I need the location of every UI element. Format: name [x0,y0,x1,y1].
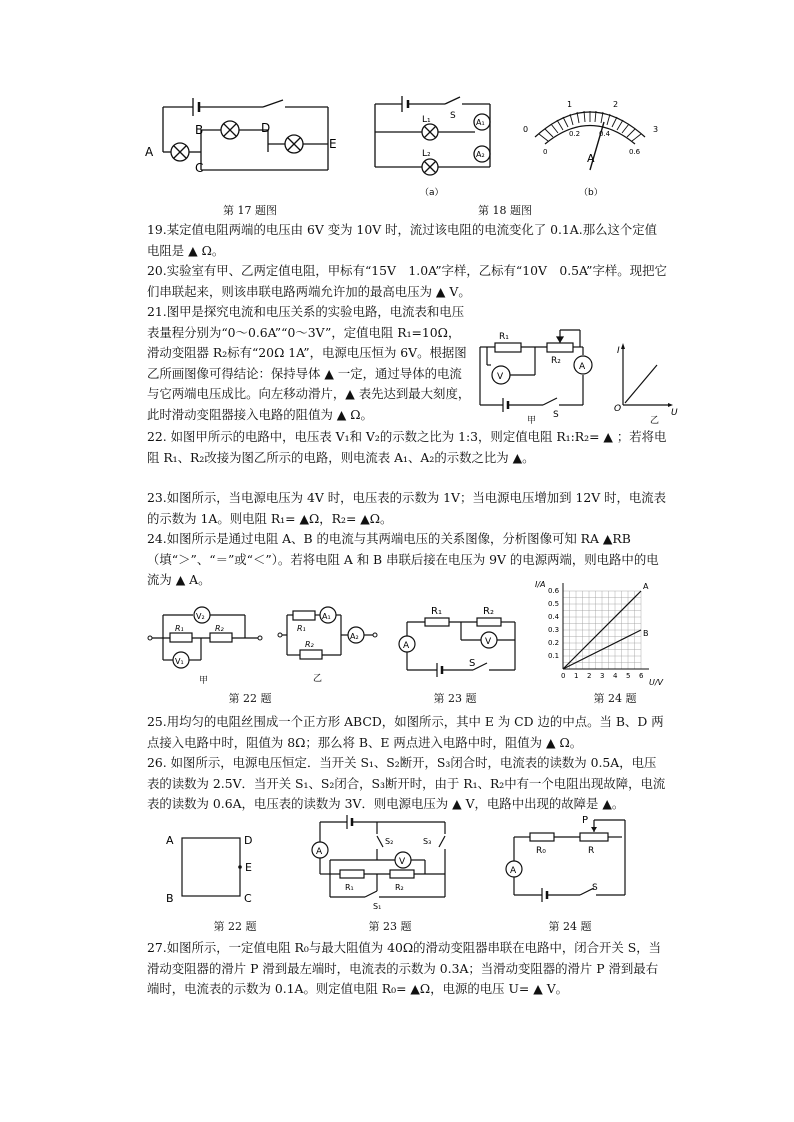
fig17-circuit [143,92,343,182]
fig27-label-s: S [592,883,598,893]
chart-ylabel: I/A [535,580,546,589]
question-27 [147,938,667,1000]
caption-fig18: 第 18 题图 [478,204,532,217]
fig23-label-s: S [469,658,476,669]
chart-xlabel: U/V [649,678,664,687]
caption-fig23a: 第 23 题 [433,692,477,705]
question-22-text: 22. 如图甲所示的电路中，电压表 V₁和 V₂的示数之比为 1:3，则定值电阻 R₁:R₂= ▲ ；若将电阻 R₁、R₂改接为图乙所示的电路，则电流表 A₁、A₂的示数之比为 ▲。 [147,429,667,465]
x-tick-label: 4 [613,672,618,680]
question-21 [147,302,472,425]
fig22-jia-circuit [145,600,270,685]
fig18-label-a1: A₁ [476,118,485,127]
x-tick-label: 0 [561,672,566,680]
fig21-label-v: V [497,372,504,382]
question-26 [147,753,667,815]
fig21-circuit [475,325,678,426]
caption-fig24b: 第 24 题 [548,920,592,933]
fig22-jia-r1: R₁ [175,624,184,633]
chart-tick-labels [548,587,644,680]
fig21-label-a: A [579,362,586,372]
fig17-label-c: C [195,161,204,175]
fig21-label-yi: 乙 [650,416,660,426]
y-tick-label: 0.5 [548,600,560,608]
question-19-text: 19.某定值电阻两端的电压由 6V 变为 10V 时，流过该电阻的电流变化了 0.1A.那么这个定值电阻是 ▲ Ω。 [147,222,658,258]
fig21-label-r2: R₂ [551,356,561,366]
fig22-jia-r2: R₂ [215,624,224,633]
fig23-label-a: A [403,641,410,651]
x-tick-label: 6 [639,672,644,680]
caption-fig22b: 第 22 题 [213,920,257,933]
fig27-label-r0: R₀ [536,846,546,856]
x-tick-label: 3 [600,672,605,680]
fig23-label-r2: R₂ [483,606,494,617]
fig27-label-p: P [582,815,589,826]
question-27-text: 27.如图所示，一定值电阻 R₀与最大阻值为 40Ω的滑动变阻器串联在电路中，闭合开关 S，当滑动变阻器的滑片 P 滑到最左端时，电流表的示数为 0.3A；当滑动变阻器的滑片 P 滑到最右端时，电流表的示数为 0.1A。则定值电阻 R₀= ▲Ω，电源的电压 U= ▲ V。 [147,940,662,996]
fig18b-top-3: 3 [653,125,659,134]
fig18b-bot-0: 0 [543,148,548,156]
fig18-label-b: （b） [579,188,603,198]
question-21-text: 21.图甲是探究电流和电压关系的实验电路，电流表和电压表量程分别为“0～0.6A”“0～3V”，定值电阻 R₁=10Ω，滑动变阻器 R₂标有“20Ω 1A”，电源电压恒为 6V。根据图乙所画图像可得结论：保持导体 ▲ 一定，通过导体的电流与它两端电压成比。向左移动滑片，▲ 表先达到最大刻度，此时滑动变阻器接入电路的阻值为 ▲ Ω。 [147,304,471,422]
fig27-label-a: A [510,866,517,876]
fig25-label-c: C [244,892,252,905]
fig25-label-b: B [166,892,174,905]
fig25-square [160,830,260,905]
x-tick-label: 1 [574,672,579,680]
fig22-jia-v1: V₁ [175,657,184,666]
fig24-chart [535,577,670,687]
fig18-label-s: S [450,111,456,121]
fig23-label-r1: R₁ [431,606,442,617]
y-tick-label: 0.3 [548,626,560,634]
fig26-label-v: V [399,857,406,867]
fig18b-meter [515,92,665,202]
fig18b-meter-label: A [587,152,595,165]
fig21-label-i: I [617,346,620,356]
fig17-label-d: D [261,121,271,135]
y-tick-label: 0.4 [548,613,560,621]
fig22-jia-label: 甲 [199,676,209,686]
fig23-circuit [395,600,525,680]
fig21-label-s: S [553,410,559,420]
x-tick-label: 2 [587,672,592,680]
fig22-yi-a1: A₁ [322,612,331,621]
y-tick-label: 0.6 [548,587,560,595]
fig21-label-r1: R₁ [499,332,509,342]
fig22-yi-a2: A₂ [350,632,359,641]
caption-fig22a: 第 22 题 [228,692,272,705]
fig18b-bot-02: 0.2 [569,130,581,138]
y-tick-label: 0.1 [548,652,560,660]
y-tick-label: 0.2 [548,639,560,647]
fig22-yi-r2: R₂ [305,640,314,649]
question-19 [147,220,667,261]
caption-fig23b: 第 23 题 [368,920,412,933]
question-20 [147,261,667,302]
question-22 [147,427,667,468]
fig27-circuit [500,815,635,910]
fig27-label-r: R [588,846,595,856]
fig17-label-a: A [145,145,154,159]
fig18b-top-2: 2 [613,100,619,109]
fig23-label-v: V [485,637,492,647]
x-tick-label: 5 [626,672,631,680]
fig21-label-jia: 甲 [527,416,537,426]
caption-fig17: 第 17 题图 [223,204,277,217]
fig18b-top-1: 1 [567,100,573,109]
question-25-text: 25.用均匀的电阻丝围成一个正方形 ABCD，如图所示，其中 E 为 CD 边的中点。当 B、D 两点接入电路中时，阻值为 8Ω；那么将 B、E 两点进入电路中时，阻值为 ▲ Ω。 [147,714,664,750]
fig22-jia-v2: V₂ [196,612,205,621]
caption-fig24a: 第 24 题 [593,692,637,705]
fig25-label-e: E [245,861,252,874]
fig26-circuit [305,812,455,912]
fig18-label-l2: L₂ [422,149,431,159]
fig18b-bot-04: 0.4 [599,130,611,138]
fig18-label-a2: A₂ [476,150,485,159]
fig26-label-s3: S₃ [423,837,432,846]
question-23 [147,488,667,529]
fig17-label-e: E [329,137,337,151]
question-20-text: 20.实验室有甲、乙两定值电阻，甲标有“15V 1.0A”字样，乙标有“10V 0.5A”字样。现把它们串联起来，则该串联电路两端允许加的最高电压为 ▲ V。 [147,263,667,299]
question-26-text: 26. 如图所示，电源电压恒定．当开关 S₁、S₂断开，S₃闭合时，电流表的读数为 0.5A，电压表的读数为 2.5V．当开关 S₁、S₂闭合，S₃断开时，由于 R₁、R₂中有一个电阻出现故障，电流表的读数为 0.6A，电压表的读数为 3V．则电源电压为 ▲ V，电路中出现的故障是 ▲。 [147,755,666,811]
fig26-label-r1: R₁ [345,883,354,892]
fig26-label-s1: S₁ [373,902,382,911]
fig18b-bot-06: 0.6 [629,148,641,156]
fig18b-top-0: 0 [523,125,529,134]
question-23-text: 23.如图所示，当电源电压为 4V 时，电压表的示数为 1V；当电源电压增加到 12V 时，电流表的示数为 1A。则电阻 R₁= ▲Ω，R₂= ▲Ω。 [147,490,667,526]
series-label-A: A [643,582,649,591]
fig26-label-a: A [316,847,323,857]
fig26-label-s2: S₂ [385,837,394,846]
fig18-label-a: （a） [420,188,444,198]
fig22-yi-r1: R₁ [297,624,306,633]
fig21-label-o: O [614,404,622,414]
fig22-yi-label: 乙 [313,674,323,684]
series-label-B: B [643,629,649,638]
fig18a-circuit [370,92,500,202]
fig18-label-l1: L₁ [422,115,431,125]
question-25 [147,712,667,753]
fig25-label-a: A [166,834,174,847]
question-24-text: 24.如图所示是通过电阻 A、B 的电流与其两端电压的关系图像，分析图像可知 RA ▲RB（填“＞”、“＝”或“＜”）。若将电阻 A 和 B 串联后接在电压为 9V 的电源两端，则电路中的电流为 ▲ A。 [147,531,659,587]
fig25-label-d: D [244,834,253,847]
fig22-yi-circuit [275,605,380,685]
fig17-label-b: B [195,123,204,137]
fig21-label-u: U [671,408,678,418]
fig26-label-r2: R₂ [395,883,404,892]
